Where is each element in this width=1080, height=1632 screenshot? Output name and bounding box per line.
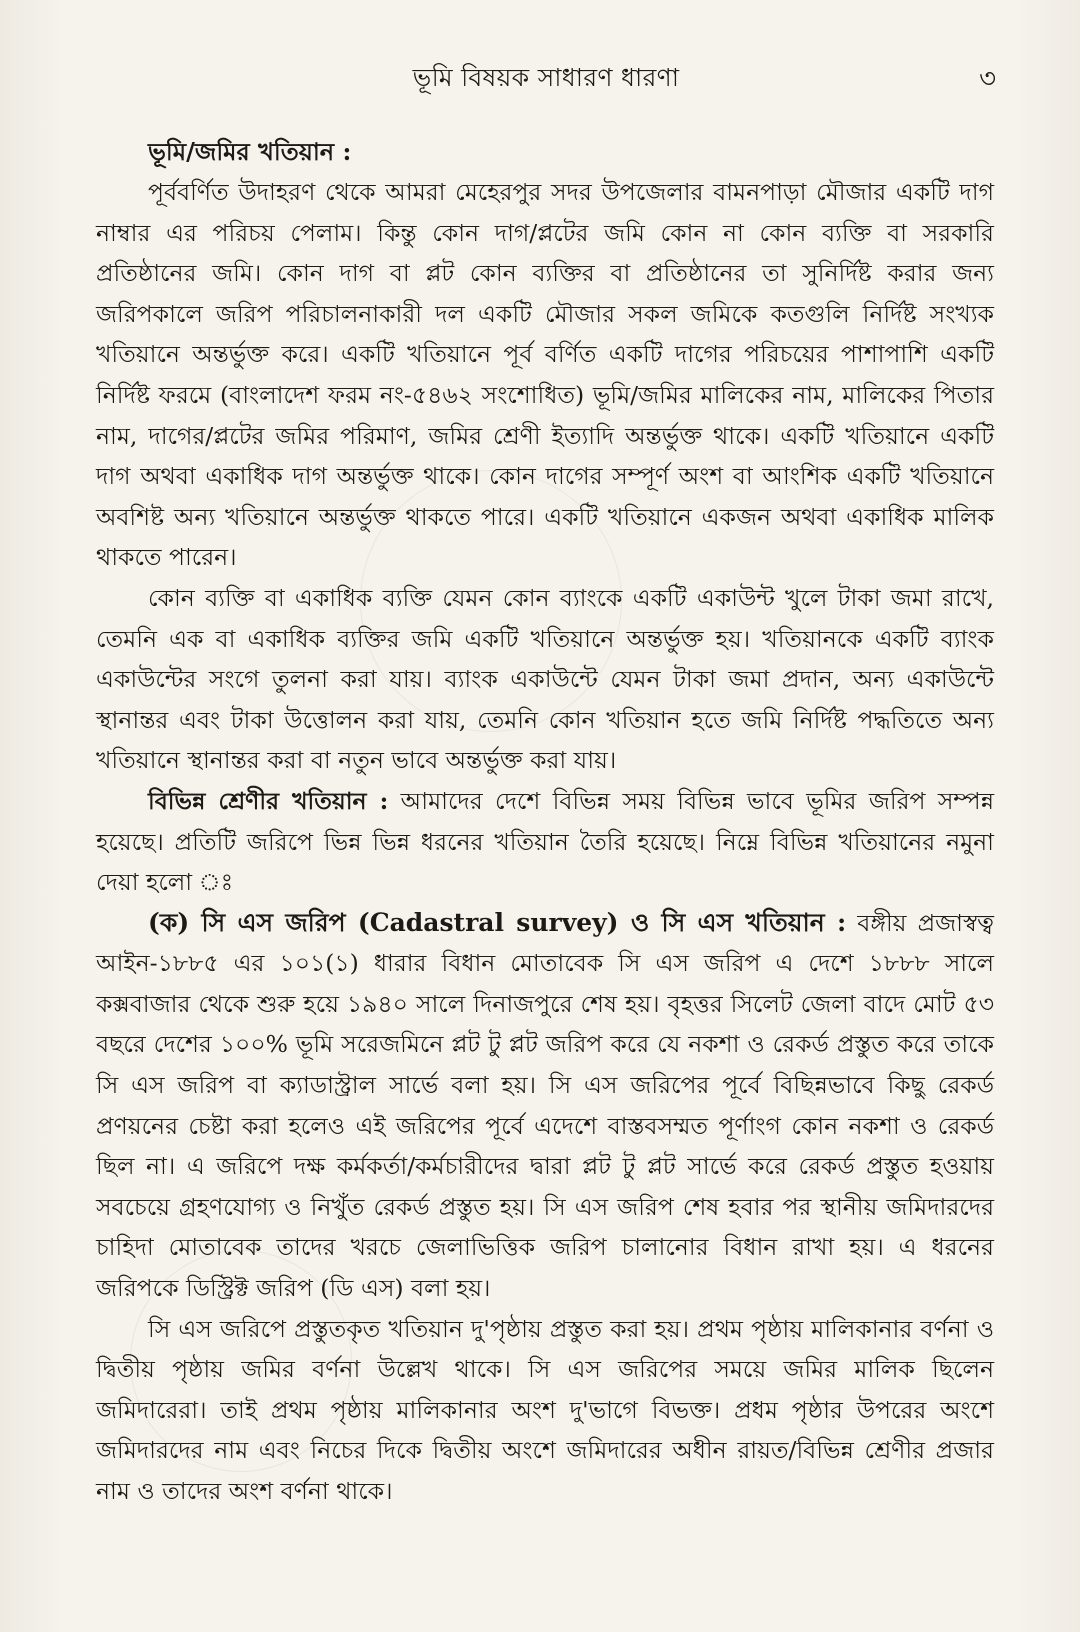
paragraph-lead: (ক) সি এস জরিপ (Cadastral survey) ও সি এস খতিয়ান : — [148, 907, 847, 937]
running-header — [96, 54, 996, 98]
paragraph-with-lead — [96, 903, 994, 1309]
page-body — [96, 132, 994, 1512]
paragraph-lead: বিভিন্ন শ্রেণীর খতিয়ান : — [148, 786, 389, 815]
paragraph: কোন ব্যক্তি বা একাধিক ব্যক্তি যেমন কোন ব্যাংকে একটি একাউন্ট খুলে টাকা জমা রাখে, তেমনি এক বা একাধিক ব্যক্তির জমি একটি খতিয়ানে অন্তর্ভুক্ত হয়। খতিয়ানকে একটি ব্যাংক একাউন্টের সংগে তুলনা করা যায়। ব্যাংক একাউন্টে যেমন টাকা জমা প্রদান, অন্য একাউন্টে স্থানান্তর এবং টাকা উত্তোলন করা যায়, তেমনি কোন খতিয়ান হতে জমি নির্দিষ্ট পদ্ধতিতে অন্য খতিয়ানে স্থানান্তর করা বা নতুন ভাবে অন্তর্ভুক্ত করা যায়। — [96, 583, 994, 775]
paragraph: সি এস জরিপে প্রস্তুতকৃত খতিয়ান দু'পৃষ্ঠায় প্রস্তুত করা হয়। প্রথম পৃষ্ঠায় মালিকানার বর্ণনা ও দ্বিতীয় পৃষ্ঠায় জমির বর্ণনা উল্লেখ থাকে। সি এস জরিপের সময়ে জমির মালিক ছিলেন জমিদারেরা। তাই প্রথম পৃষ্ঠায় মালিকানার অংশ দু'ভাগে বিভক্ত। প্রধম পৃষ্ঠার উপরের অংশে জমিদারদের নাম এবং নিচের দিকে দ্বিতীয় অংশে জমিদারের অধীন রায়ত/বিভিন্ন শ্রেণীর প্রজার নাম ও তাদের অংশ বর্ণনা থাকে। — [96, 1314, 994, 1505]
page-number: ৩ — [979, 64, 996, 94]
paragraph-text: আমাদের দেশে বিভিন্ন সময় বিভিন্ন ভাবে ভূমির জরিপ সম্পন্ন হয়েছে। প্রতিটি জরিপে ভিন্ন ভিন্ন ধরনের খতিয়ান তৈরি হয়েছে। নিম্নে বিভিন্ন খতিয়ানের নমুনা দেয়া হলো ঃ — [96, 786, 994, 897]
running-title: ভূমি বিষয়ক সাধারণ ধারণা — [412, 63, 680, 92]
paragraph-with-lead — [96, 781, 994, 903]
paragraph: পূর্ববর্ণিত উদাহরণ থেকে আমরা মেহেরপুর সদর উপজেলার বামনপাড়া মৌজার একটি দাগ নাম্বার এর পরিচয় পেলাম। কিন্তু কোন দাগ/প্লটের জমি কোন না কোন ব্যক্তি বা সরকারি প্রতিষ্ঠানের জমি। কোন দাগ বা প্লট কোন ব্যক্তির বা প্রতিষ্ঠানের তা সুনির্দিষ্ট করার জন্য জরিপকালে জরিপ পরিচালনাকারী দল একটি মৌজার সকল জমিকে কতগুলি নির্দিষ্ট সংখ্যক খতিয়ানে অন্তর্ভুক্ত করে। একটি খতিয়ানে পূর্ব বর্ণিত একটি দাগের পরিচয়ের পাশাপাশি একটি নির্দিষ্ট ফরমে (বাংলাদেশ ফরম নং-৫৪৬২ সংশোধিত) ভূমি/জমির মালিকের নাম, মালিকের পিতার নাম, দাগের/প্লটের জমির পরিমাণ, জমির শ্রেণী ইত্যাদি অন্তর্ভুক্ত থাকে। একটি খতিয়ানে একটি দাগ অথবা একাধিক দাগ অন্তর্ভুক্ত থাকে। কোন দাগের সম্পূর্ণ অংশ বা আংশিক একটি খতিয়ানে অবশিষ্ট অন্য খতিয়ানে অন্তর্ভুক্ত থাকতে পারে। একটি খতিয়ানে একজন অথবা একাধিক মালিক থাকতে পারেন। — [96, 178, 994, 572]
paragraph-text: বঙ্গীয় প্রজাস্বত্ব আইন-১৮৮৫ এর ১০১(১) ধারার বিধান মোতাবেক সি এস জরিপ এ দেশে ১৮৮৮ সালে কক্সবাজার থেকে শুরু হয়ে ১৯৪০ সালে দিনাজপুরে শেষ হয়। বৃহত্তর সিলেট জেলা বাদে মোট ৫৩ বছরে দেশের ১০০% ভূমি সরেজমিনে প্লট টু প্লট জরিপ করে যে নকশা ও রেকর্ড প্রস্তুত করে তাকে সি এস জরিপ বা ক্যাডাস্ট্রাল সার্ভে বলা হয়। সি এস জরিপের পূর্বে বিছিন্নভাবে কিছু রেকর্ড প্রণয়নের চেষ্টা করা হলেও এই জরিপের পূর্বে এদেশে বাস্তবসম্মত পূর্ণাংগ কোন নকশা ও রেকর্ড ছিল না। এ জরিপে দক্ষ কর্মকর্তা/কর্মচারীদের দ্বারা প্লট টু প্লট সার্ভে করে রেকর্ড প্রস্তুত হওয়ায় সবচেয়ে গ্রহণযোগ্য ও নিখুঁত রেকর্ড প্রস্তুত হয়। সি এস জরিপ শেষ হবার পর স্থানীয় জমিদারদের চাহিদা মোতাবেক তাদের খরচে জেলাভিত্তিক জরিপ চালানোর বিধান রাখা হয়। এ ধরনের জরিপকে ডিস্ট্রিক্ট জরিপ (ডি এস) বলা হয়। — [96, 908, 994, 1303]
section-heading: ভূমি/জমির খতিয়ান : — [148, 137, 352, 166]
